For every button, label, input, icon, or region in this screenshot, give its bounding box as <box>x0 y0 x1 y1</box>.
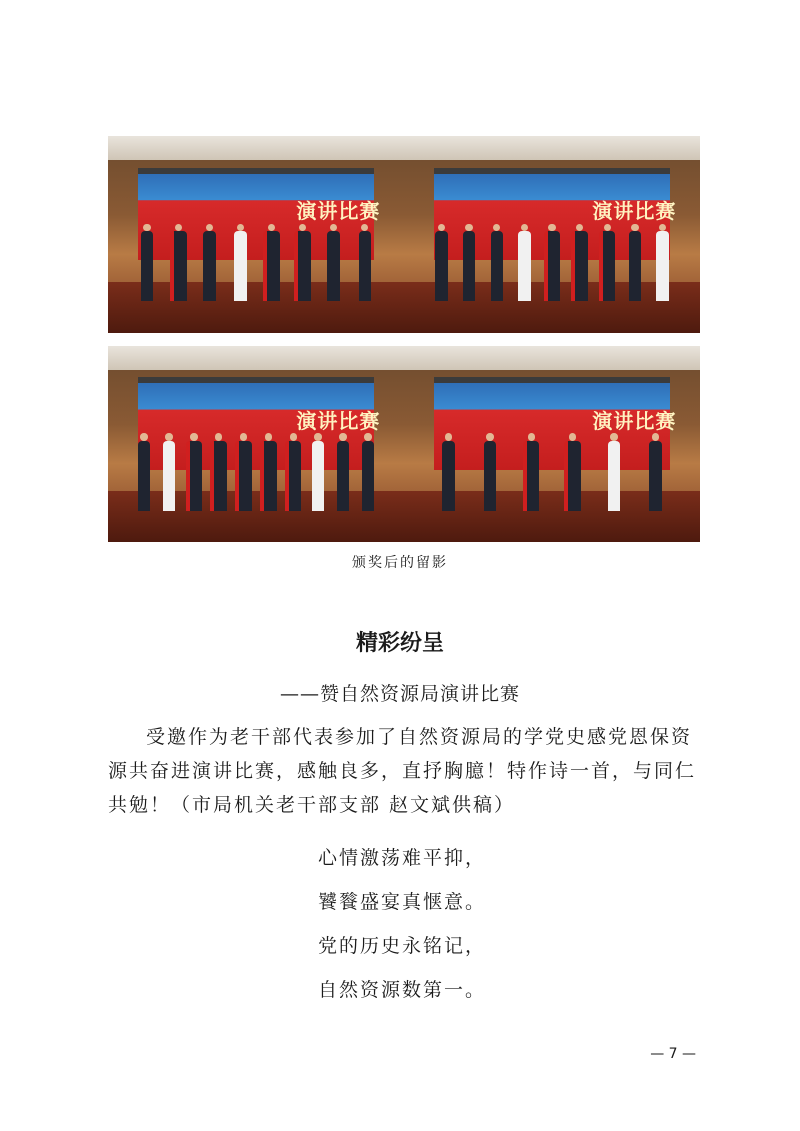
poem-line: 自然资源数第一。 <box>317 979 486 1001</box>
poem-line: 党的历史永铭记， <box>317 935 486 957</box>
award-photo-3 <box>108 346 404 542</box>
banner-title: 演讲比赛 <box>592 199 677 224</box>
article-subtitle: ——赞自然资源局演讲比赛 <box>279 683 520 705</box>
photo-caption: 颁奖后的留影 <box>352 555 448 571</box>
award-photo-4 <box>404 346 700 542</box>
poem <box>0 836 800 1012</box>
banner-title: 演讲比赛 <box>592 408 677 433</box>
intro-paragraph: 受邀作为老干部代表参加了自然资源局的学党史感党恩保资源共奋进演讲比赛，感触良多，直抒胸臆！特作诗一首，与同仁共勉！（市局机关老干部支部 赵文斌供稿） <box>108 726 697 816</box>
page-number: — 7 — <box>650 1046 696 1062</box>
article-title: 精彩纷呈 <box>355 631 444 656</box>
poem-line: 饕餮盛宴真惬意。 <box>317 891 486 913</box>
banner-title: 演讲比赛 <box>296 408 381 433</box>
award-photo-1 <box>108 136 404 333</box>
poem-line: 心情激荡难平抑， <box>317 847 486 869</box>
award-photo-2 <box>404 136 700 333</box>
banner-title: 演讲比赛 <box>296 199 381 224</box>
